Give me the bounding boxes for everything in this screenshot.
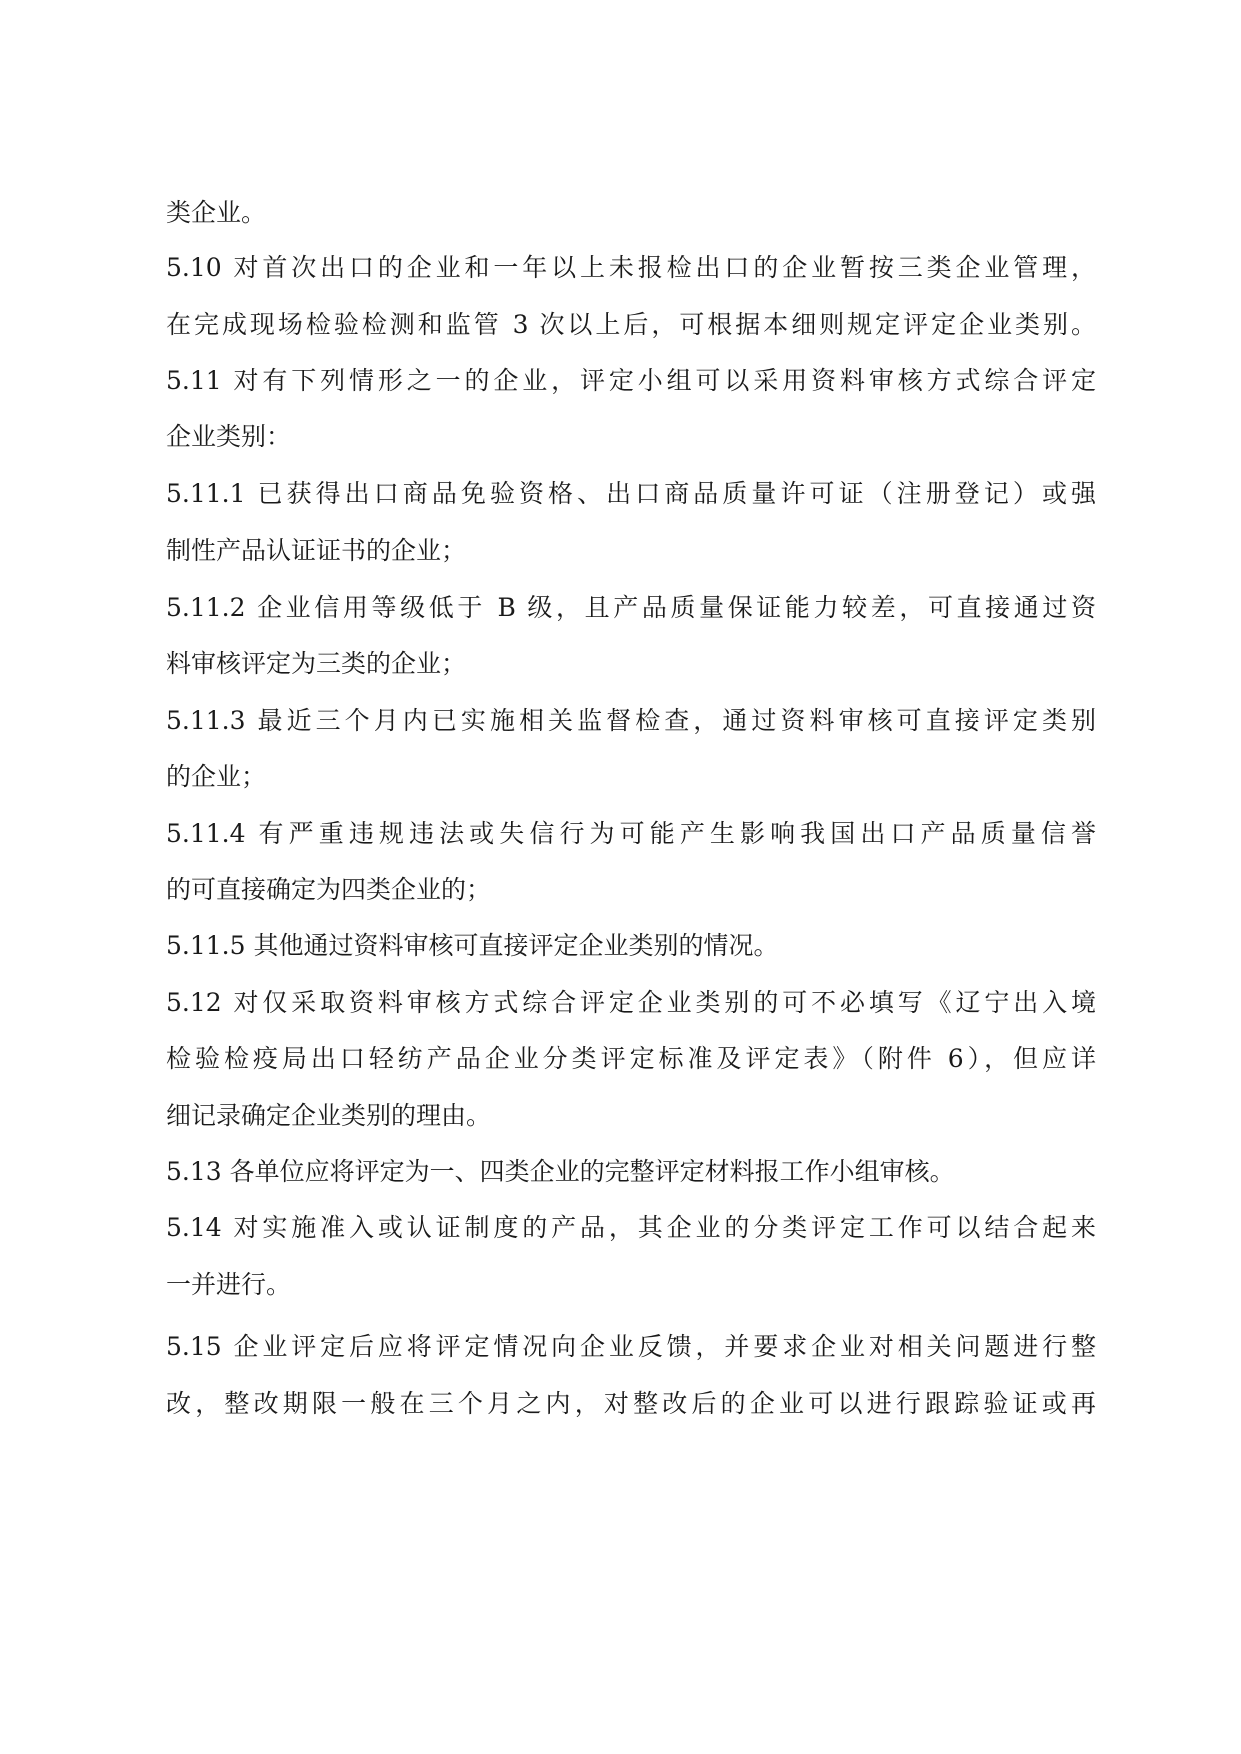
text-line: 5.11.2 企业信用等级低于 B 级，且产品质量保证能力较差，可直接通过资 [166,593,1096,622]
text-line: 5.10 对首次出口的企业和一年以上未报检出口的企业暂按三类企业管理， [166,253,1096,282]
text-line: 料审核评定为三类的企业； [166,649,467,678]
text-line: 5.11 对有下列情形之一的企业，评定小组可以采用资料审核方式综合评定 [166,366,1096,395]
text-line: 制性产品认证证书的企业； [166,536,467,565]
text-line: 5.11.4 有严重违规违法或失信行为可能产生影响我国出口产品质量信誉 [166,819,1096,848]
text-line: 5.13 各单位应将评定为一、四类企业的完整评定材料报工作小组审核。 [166,1157,955,1186]
text-line: 类企业。 [166,198,267,227]
text-line: 5.14 对实施准入或认证制度的产品，其企业的分类评定工作可以结合起来 [166,1213,1096,1242]
text-line: 细记录确定企业类别的理由。 [166,1101,492,1130]
text-line: 企业类别： [166,422,292,451]
text-line: 5.11.1 已获得出口商品免验资格、出口商品质量许可证（注册登记）或强 [166,479,1096,508]
text-line: 5.12 对仅采取资料审核方式综合评定企业类别的可不必填写《辽宁出入境 [166,988,1096,1017]
text-line: 改，整改期限一般在三个月之内，对整改后的企业可以进行跟踪验证或再 [166,1389,1096,1418]
text-line: 5.11.5 其他通过资料审核可直接评定企业类别的情况。 [166,931,779,960]
text-line: 的企业； [166,762,267,791]
text-line: 一并进行。 [166,1270,292,1299]
text-line: 5.15 企业评定后应将评定情况向企业反馈，并要求企业对相关问题进行整 [166,1332,1096,1361]
text-line: 检验检疫局出口轻纺产品企业分类评定标准及评定表》（附件 6），但应详 [166,1044,1096,1073]
text-line: 在完成现场检验检测和监管 3 次以上后，可根据本细则规定评定企业类别。 [166,310,1096,339]
text-line: 的可直接确定为四类企业的； [166,875,492,904]
text-line: 5.11.3 最近三个月内已实施相关监督检查，通过资料审核可直接评定类别 [166,706,1096,735]
